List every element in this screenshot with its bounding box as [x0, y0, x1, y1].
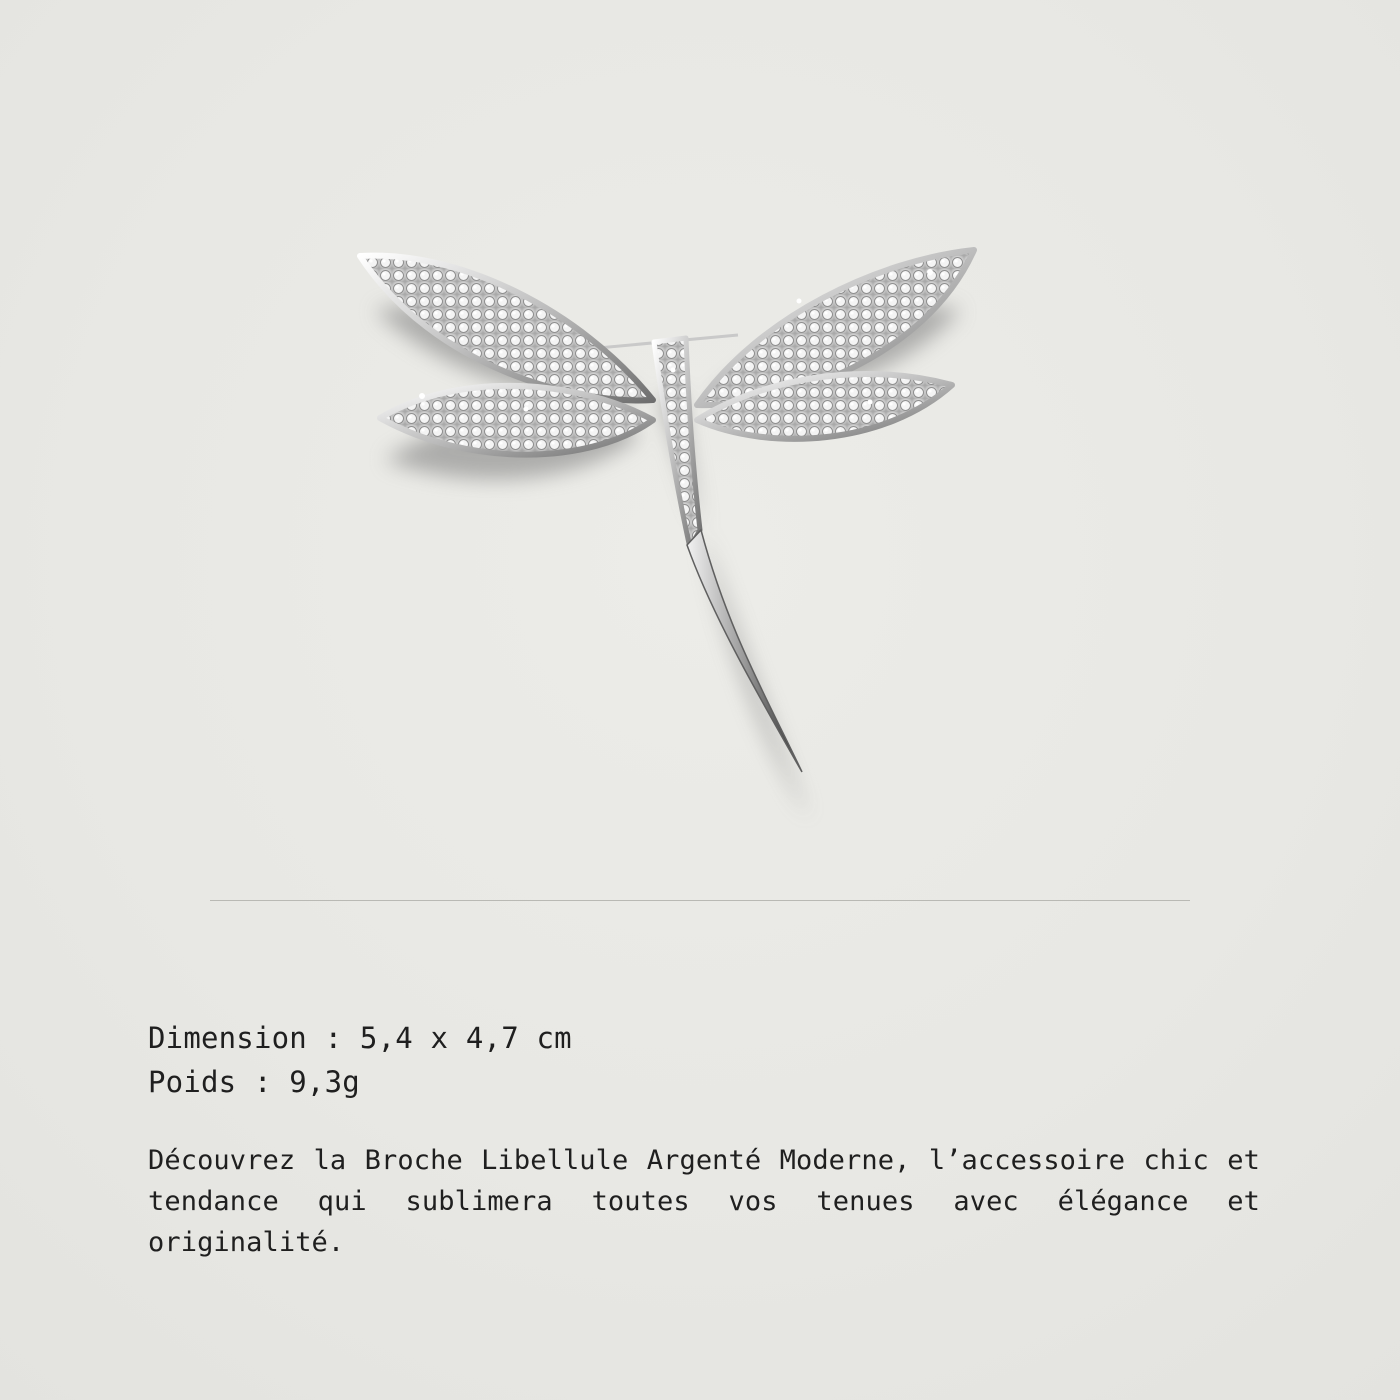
product-specs	[148, 1016, 1260, 1104]
weight-text: Poids : 9,3g	[148, 1065, 360, 1099]
dimension-text: Dimension : 5,4 x 4,7 cm	[148, 1021, 572, 1055]
brooch-tail	[687, 530, 802, 772]
product-description: Découvrez la Broche Libellule Argenté Moderne, l’accessoire chic et tendance qui sublimera toutes vos tenues avec élégance et originalité.	[148, 1145, 1260, 1258]
section-divider	[210, 900, 1190, 901]
brooch-body	[654, 338, 700, 548]
dragonfly-brooch-image	[340, 230, 1020, 850]
